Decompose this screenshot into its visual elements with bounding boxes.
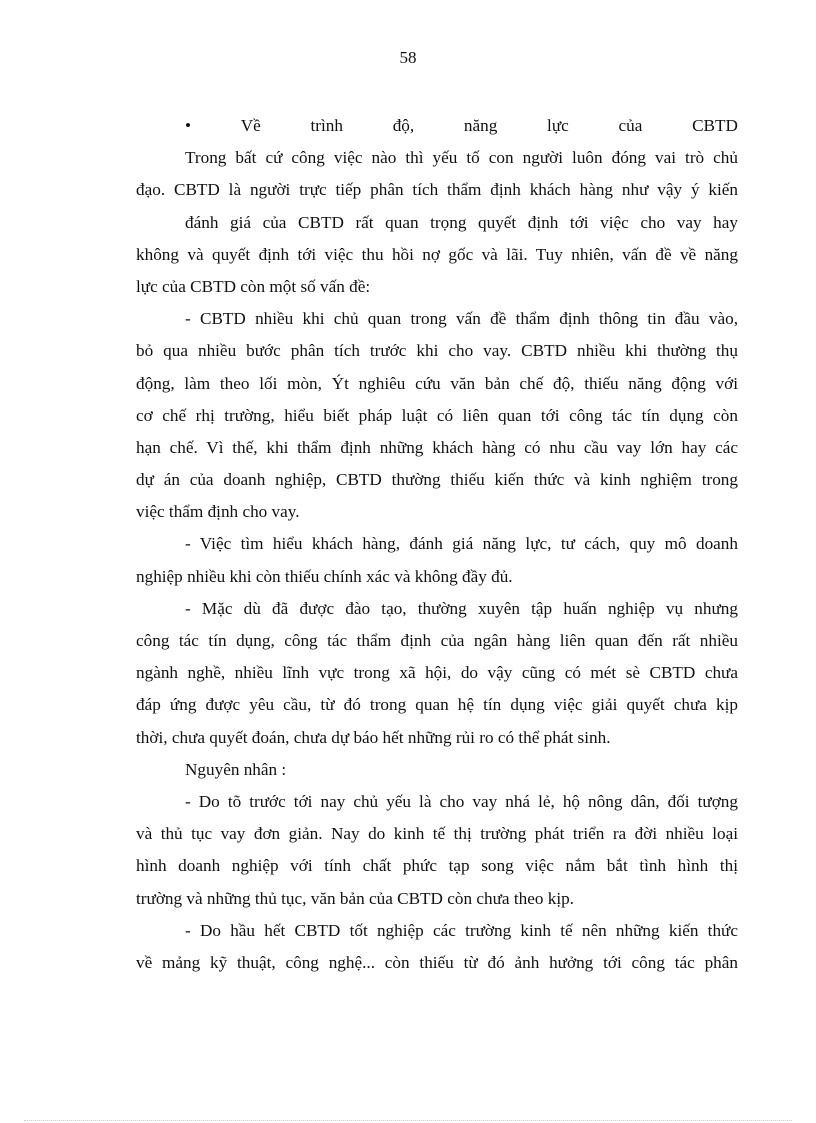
text-line: Trong bất cứ công việc nào thì yếu tố con người luôn đóng vai trò chủ <box>185 148 738 168</box>
text-line: lực của CBTD còn một số vấn đề: <box>136 276 371 296</box>
text-line: về mảng kỹ thuật, công nghệ... còn thiếu từ đó ảnh hưởng tới công tác phân <box>136 952 738 972</box>
text-line: hình doanh nghiệp với tính chất phức tạp song việc nắm bắt tình hình thị <box>136 856 738 876</box>
bullet-word: độ, <box>392 116 415 135</box>
text-line: - Việc tìm hiểu khách hàng, đánh giá năng lực, tư cách, quy mô doanh <box>185 534 738 554</box>
text-line: công tác tín dụng, công tác thẩm định của ngân hàng liên quan đến rất nhiều <box>136 631 738 651</box>
text-line: - Do hầu hết CBTD tốt nghiệp các trường kinh tế nên những kiến thức <box>185 920 738 940</box>
bullet-word: Về <box>240 116 261 135</box>
body-text <box>136 110 738 979</box>
text-line: đạo. CBTD là người trực tiếp phân tích thẩm định khách hàng như vậy ý kiến <box>136 180 738 200</box>
text-line: dự án của doanh nghiệp, CBTD thường thiếu kiến thức và kinh nghiệm trong <box>136 470 738 490</box>
bullet-word: lực <box>547 116 569 135</box>
text-line: cơ chế rhị trường, hiểu biết pháp luật có liên quan tới công tác tín dụng còn <box>136 405 738 425</box>
text-line: bỏ qua nhiều bước phân tích trước khi cho vay. CBTD nhiều khi thường thụ <box>136 341 738 361</box>
text-line: hạn chế. Vì thế, khi thẩm định những khách hàng có nhu cầu vay lớn hay các <box>136 437 738 457</box>
bullet-word: năng <box>463 116 498 135</box>
bullet-word: của <box>618 116 643 135</box>
text-line: Nguyên nhân : <box>185 759 287 779</box>
bullet-heading <box>136 110 738 142</box>
text-line: động, làm theo lối mòn, Ýt nghiêu cứu văn bản chế độ, thiếu năng động với <box>136 373 738 393</box>
text-line: - Do tõ trước tới nay chủ yếu là cho vay nhá lẻ, hộ nông dân, đối tượng <box>185 791 738 811</box>
bullet-word: CBTD <box>692 116 738 135</box>
text-line: - Mặc dù đã được đào tạo, thường xuyên tập huấn nghiệp vụ nhưng <box>185 598 738 618</box>
text-line: nghiệp nhiều khi còn thiếu chính xác và không đầy đủ. <box>136 566 513 586</box>
paragraph-lines <box>136 142 738 979</box>
bullet-word: trình <box>310 116 343 135</box>
text-line: không và quyết định tới việc thu hồi nợ gốc và lãi. Tuy nhiên, vấn đề về năng <box>136 244 738 264</box>
text-line: - CBTD nhiều khi chủ quan trong vấn đề thẩm định thông tin đầu vào, <box>185 309 738 329</box>
text-line: ngành nghề, nhiều lĩnh vực trong xã hội, do vậy cũng có mét sè CBTD chưa <box>136 663 738 683</box>
text-line: việc thẩm định cho vay. <box>136 502 300 522</box>
text-line: đáp ứng được yêu cầu, từ đó trong quan hệ tín dụng việc giải quyết chưa kịp <box>136 695 738 715</box>
page-bottom-divider <box>24 1120 792 1121</box>
text-line: thời, chưa quyết đoán, chưa dự báo hết những rủi ro có thể phát sinh. <box>136 727 611 747</box>
page-number: 58 <box>399 48 417 67</box>
text-line: đánh giá của CBTD rất quan trọng quyết định tới việc cho vay hay <box>185 212 738 232</box>
text-line: và thủ tục vay đơn giản. Nay do kinh tế thị trường phát triển ra đời nhiều loại <box>136 824 738 844</box>
bullet-symbol: • <box>185 116 192 135</box>
text-line: trường và những thủ tục, văn bản của CBTD còn chưa theo kịp. <box>136 888 574 908</box>
